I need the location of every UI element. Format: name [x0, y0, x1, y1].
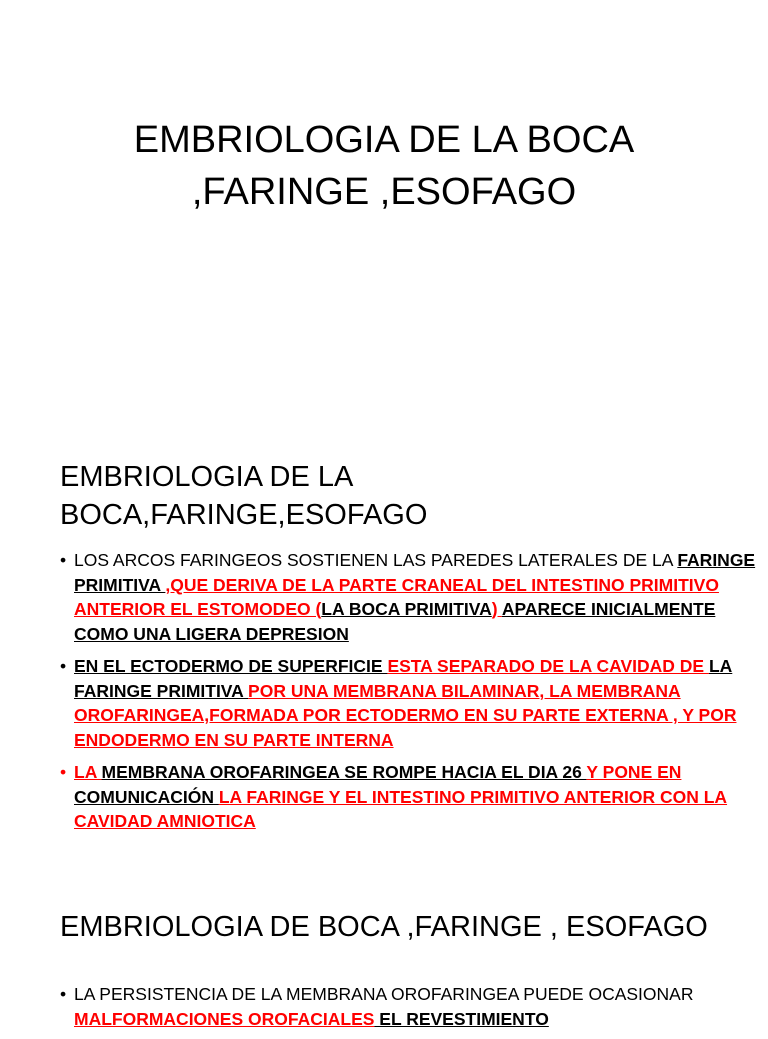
main-title-line2: ,FARINGE ,ESOFAGO: [191, 171, 577, 213]
bullet-list: [60, 548, 760, 842]
title-slide: [0, 0, 768, 432]
slide-heading: EMBRIOLOGIA DE BOCA ,FARINGE , ESOFAGO: [60, 911, 708, 943]
bullet-icon: •: [60, 984, 67, 1004]
text-run-highlight: ): [491, 599, 502, 619]
main-title-line1: EMBRIOLOGIA DE LA BOCA: [133, 119, 635, 161]
slide-heading-line1: EMBRIOLOGIA DE LA: [60, 461, 354, 493]
text-run-emphasis: EN EL ECTODERMO DE SUPERFICIE: [74, 656, 388, 676]
content-slide-2: [0, 864, 768, 1029]
main-title: [60, 114, 708, 218]
bullet-icon: •: [60, 550, 67, 570]
text-run-emphasis: LA FARINGE PRIMITIVA: [74, 656, 733, 701]
text-run-emphasis: LA BOCA PRIMITIVA: [321, 599, 492, 619]
text-run-highlight: LA: [74, 762, 102, 782]
bullet-icon: •: [60, 656, 67, 676]
text-run-highlight: POR UNA MEMBRANA BILAMINAR, LA MEMBRANA OROFARINGEA,FORMADA POR ECTODERMO EN SU PARTE EXTERNA , Y POR ENDODERMO EN SU PARTE INTERNA: [74, 680, 737, 750]
bullet-item: [60, 760, 760, 834]
text-run-highlight: MALFORMACIONES OROFACIALES: [74, 1008, 375, 1029]
slide-heading: [60, 458, 720, 534]
text-run-highlight: ESTA SEPARADO DE LA CAVIDAD DE: [387, 656, 709, 676]
text-run-highlight: ,QUE DERIVA DE LA PARTE CRANEAL DEL INTESTINO PRIMITIVO ANTERIOR EL ESTOMODEO (: [74, 574, 719, 619]
bullet-list: [60, 982, 760, 1039]
text-run-emphasis: EL REVESTIMIENTO: [374, 1008, 549, 1029]
slide-heading-line2: BOCA,FARINGE,ESOFAGO: [60, 499, 428, 531]
content-slide-1: [0, 432, 768, 864]
text-run-emphasis: FARINGE PRIMITIVA: [74, 550, 756, 595]
bullet-item: [60, 654, 760, 752]
text-run-highlight: LA FARINGE Y EL INTESTINO PRIMITIVO ANTERIOR CON LA CAVIDAD AMNIOTICA: [74, 786, 728, 831]
text-run-emphasis: COMUNICACIÓN: [74, 786, 219, 807]
bullet-icon: •: [60, 762, 67, 782]
text-run: LOS ARCOS FARINGEOS SOSTIENEN LAS PAREDES LATERALES DE LA: [74, 550, 678, 570]
text-run: LA PERSISTENCIA DE LA MEMBRANA OROFARINGEA PUEDE OCASIONAR: [74, 984, 694, 1004]
bullet-item: [60, 548, 760, 646]
text-run-emphasis: APARECE INICIALMENTE COMO UNA LIGERA DEPRESION: [74, 599, 716, 644]
text-run-highlight: Y PONE EN: [586, 762, 682, 782]
text-run-emphasis: MEMBRANA OROFARINGEA SE ROMPE HACIA EL DIA 26: [101, 762, 587, 782]
